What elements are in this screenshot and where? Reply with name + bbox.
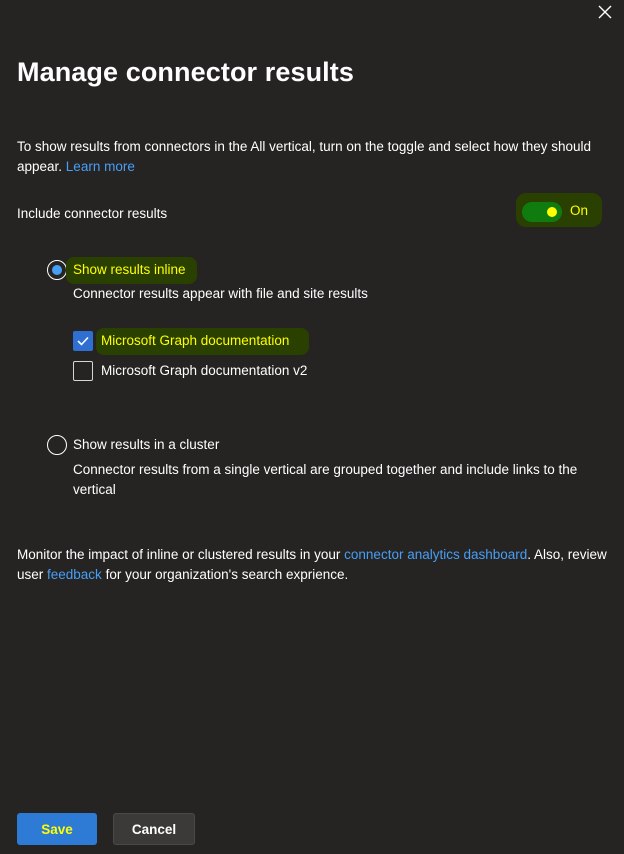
save-button-label: Save [41,821,73,837]
show-results-inline-label[interactable]: Show results inline [73,262,186,277]
save-button-label-wrap[interactable] [17,813,97,845]
include-connector-results-toggle[interactable] [522,202,562,222]
show-results-cluster-description: Connector results from a single vertical are grouped together and include links to the vertical [73,462,578,497]
description [17,137,607,176]
cancel-button[interactable]: Cancel [113,813,195,845]
monitor-text-1: Monitor the impact of inline or clustered results in your [17,547,345,562]
connector-label-graph-docs[interactable]: Microsoft Graph documentation [101,333,290,348]
toggle-state-label: On [570,203,589,218]
connector-checkbox-graph-docs-v2[interactable] [73,361,93,381]
connector-analytics-dashboard-link[interactable]: connector analytics dashboard [344,547,528,562]
close-button[interactable] [592,0,618,24]
show-results-inline-radio[interactable] [47,260,67,280]
connector-label-graph-docs-v2[interactable]: Microsoft Graph documentation v2 [101,363,308,378]
checkmark-icon [77,336,89,346]
connector-checkbox-graph-docs[interactable] [73,331,93,351]
panel-title: Manage connector results [17,57,354,87]
close-icon [598,5,612,19]
radio-selected-dot [52,265,62,275]
learn-more-link[interactable]: Learn more [65,158,135,174]
include-connector-results-label: Include connector results [17,206,168,221]
feedback-link[interactable]: feedback [47,567,102,582]
description-text: To show results from connectors in the All vertical, turn on the toggle and select how they should appear. [17,139,592,174]
toggle-knob [547,207,557,217]
show-results-cluster-radio[interactable] [47,435,67,455]
monitor-text-3: for your organization's search exprience. [101,567,349,582]
show-results-inline-description: Connector results appear with file and site results [73,286,368,301]
monitor-text-2: . Also, review user [17,547,607,582]
show-results-cluster-label[interactable]: Show results in a cluster [73,437,220,452]
monitor-text [17,545,607,585]
